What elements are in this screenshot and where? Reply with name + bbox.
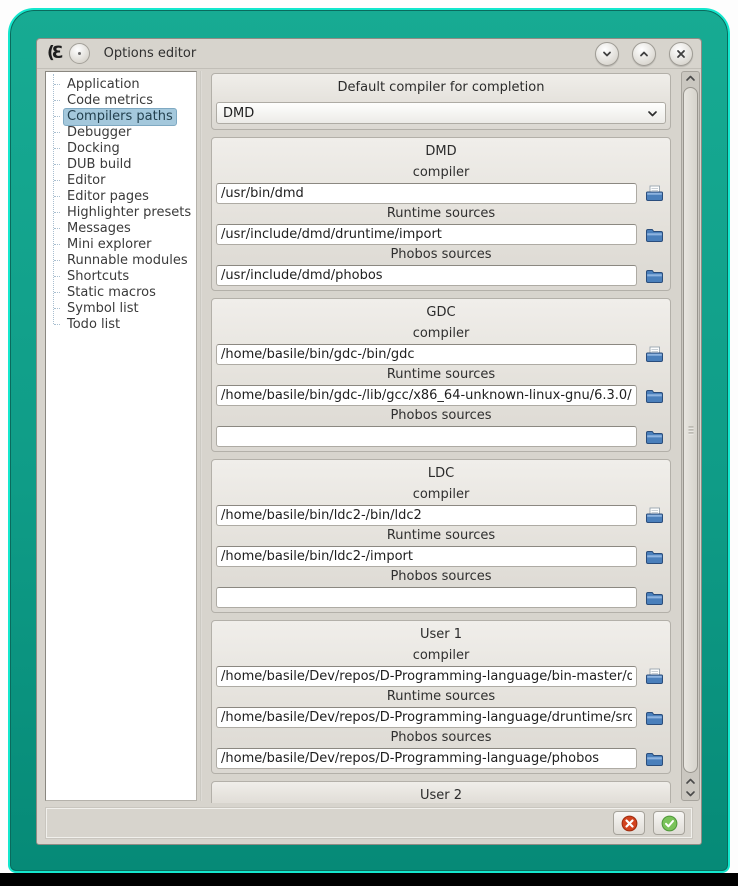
browse-button[interactable] <box>642 666 666 687</box>
categories-tree <box>46 72 196 332</box>
titlebar[interactable] <box>37 39 701 69</box>
sidebar-item-label: Debugger <box>67 125 132 140</box>
sidebar-item-static-macros[interactable] <box>46 284 196 300</box>
open-file-icon <box>645 346 664 363</box>
open-file-icon <box>645 507 664 524</box>
path-field <box>215 164 667 205</box>
folder-icon <box>645 710 664 726</box>
sidebar-item-label: Messages <box>67 221 131 236</box>
scrollbar-grip-icon <box>688 427 693 434</box>
window-menu-button[interactable] <box>69 43 90 64</box>
folder-icon <box>645 268 664 284</box>
browse-button[interactable] <box>642 265 666 286</box>
folder-icon <box>645 429 664 445</box>
sidebar-item-dub-build[interactable] <box>46 156 196 172</box>
path-field-label: compiler <box>412 487 470 502</box>
path-field-label: compiler <box>412 648 470 663</box>
path-field-label: Runtime sources <box>386 689 496 704</box>
vertical-scrollbar[interactable] <box>681 71 700 801</box>
path-field-label: Phobos sources <box>390 247 492 262</box>
compiler-path-input[interactable] <box>216 666 637 687</box>
path-field-label: Runtime sources <box>386 206 496 221</box>
folder-icon <box>645 388 664 404</box>
sidebar-item-todo-list[interactable] <box>46 316 196 332</box>
compilers-paths-panel <box>207 69 701 803</box>
sidebar-item-label: Mini explorer <box>67 237 152 252</box>
sidebar-item-compilers-paths[interactable] <box>46 108 196 124</box>
sidebar-item-runnable-modules[interactable] <box>46 252 196 268</box>
path-field-label: compiler <box>412 326 470 341</box>
sidebar-item-docking[interactable] <box>46 140 196 156</box>
phobos-path-input[interactable] <box>216 426 637 447</box>
browse-button[interactable] <box>642 546 666 567</box>
sidebar-item-editor[interactable] <box>46 172 196 188</box>
chevron-up-icon <box>638 48 650 60</box>
compiler-path-input[interactable] <box>216 505 637 526</box>
path-field-label: Runtime sources <box>386 367 496 382</box>
sidebar-item-label: Editor <box>67 173 106 188</box>
compiler-group-title: GDC <box>426 305 456 320</box>
folder-icon <box>645 549 664 565</box>
chevron-down-icon <box>685 789 696 798</box>
path-field <box>215 729 667 770</box>
chevron-up-icon <box>685 777 696 786</box>
chevron-down-icon <box>601 48 613 60</box>
path-field-label: compiler <box>412 165 470 180</box>
compiler-group-gdc <box>211 298 671 452</box>
path-field-label: Phobos sources <box>390 569 492 584</box>
scrollbar-thumb[interactable] <box>683 87 698 773</box>
scroll-up-button[interactable] <box>682 72 699 85</box>
categories-sidebar <box>45 71 197 801</box>
browse-button[interactable] <box>642 707 666 728</box>
sidebar-item-application[interactable] <box>46 76 196 92</box>
cancel-icon <box>621 815 638 832</box>
compiler-group-title: LDC <box>427 466 455 481</box>
path-field-label: Phobos sources <box>390 408 492 423</box>
default-compiler-title: Default compiler for completion <box>337 80 545 95</box>
path-field <box>215 527 667 568</box>
compiler-path-input[interactable] <box>216 183 637 204</box>
compiler-group-user-2 <box>211 781 671 803</box>
accept-button[interactable] <box>653 811 685 835</box>
path-field <box>215 568 667 609</box>
sidebar-item-label: Docking <box>67 141 120 156</box>
path-field <box>215 688 667 729</box>
sidebar-item-label: Symbol list <box>67 301 139 316</box>
minimize-button[interactable] <box>595 42 619 66</box>
sidebar-item-label: Editor pages <box>67 189 149 204</box>
phobos-path-input[interactable] <box>216 748 637 769</box>
close-button[interactable] <box>669 42 693 66</box>
browse-button[interactable] <box>642 224 666 245</box>
chevron-up-icon <box>685 74 696 83</box>
open-file-icon <box>645 668 664 685</box>
runtime-path-input[interactable] <box>216 546 637 567</box>
path-field <box>215 407 667 448</box>
path-field <box>215 647 667 688</box>
sidebar-item-label: Code metrics <box>67 93 154 108</box>
browse-button[interactable] <box>642 505 666 526</box>
sidebar-item-label: Highlighter presets <box>67 205 192 220</box>
browse-button[interactable] <box>642 385 666 406</box>
runtime-path-input[interactable] <box>216 224 637 245</box>
path-field <box>215 205 667 246</box>
path-field-label: Runtime sources <box>386 528 496 543</box>
browse-button[interactable] <box>642 183 666 204</box>
menu-dot-icon <box>78 52 81 55</box>
compiler-group-title: User 1 <box>419 627 463 642</box>
sidebar-item-editor-pages[interactable] <box>46 188 196 204</box>
runtime-path-input[interactable] <box>216 707 637 728</box>
path-field <box>215 366 667 407</box>
sidebar-item-mini-explorer[interactable] <box>46 236 196 252</box>
chevron-down-icon <box>646 107 659 120</box>
path-field <box>215 246 667 287</box>
browse-button[interactable] <box>642 426 666 447</box>
app-logo-icon: (Ɛ <box>47 43 61 63</box>
sidebar-item-highlighter-presets[interactable] <box>46 204 196 220</box>
sidebar-item-label: Compilers paths <box>63 108 177 126</box>
sidebar-splitter[interactable] <box>200 71 202 801</box>
browse-button[interactable] <box>642 587 666 608</box>
combobox-value: DMD <box>223 105 255 121</box>
sidebar-item-label: Runnable modules <box>67 253 188 268</box>
maximize-button[interactable] <box>632 42 656 66</box>
folder-icon <box>645 227 664 243</box>
phobos-path-input[interactable] <box>216 587 637 608</box>
compiler-path-input[interactable] <box>216 344 637 365</box>
path-field-label: Phobos sources <box>390 730 492 745</box>
desktop-backdrop <box>0 873 738 886</box>
compiler-group-user-1 <box>211 620 671 774</box>
sidebar-item-code-metrics[interactable] <box>46 92 196 108</box>
sidebar-item-symbol-list[interactable] <box>46 300 196 316</box>
compiler-group-ldc <box>211 459 671 613</box>
default-compiler-combobox[interactable] <box>216 102 666 124</box>
scroll-down-button[interactable] <box>682 787 699 800</box>
sidebar-item-label: Shortcuts <box>67 269 130 284</box>
sidebar-item-label: Todo list <box>67 317 121 332</box>
sidebar-item-debugger[interactable] <box>46 124 196 140</box>
runtime-path-input[interactable] <box>216 385 637 406</box>
default-compiler-group <box>211 73 671 130</box>
accept-icon <box>661 815 678 832</box>
browse-button[interactable] <box>642 344 666 365</box>
browse-button[interactable] <box>642 748 666 769</box>
sidebar-item-messages[interactable] <box>46 220 196 236</box>
path-field <box>215 486 667 527</box>
sidebar-item-label: Static macros <box>67 285 156 300</box>
open-file-icon <box>645 185 664 202</box>
window-title: Options editor <box>103 46 197 61</box>
close-icon <box>675 48 687 60</box>
compiler-group-title: DMD <box>425 144 457 159</box>
phobos-path-input[interactable] <box>216 265 637 286</box>
folder-icon <box>645 751 664 767</box>
statusbar <box>45 807 693 839</box>
sidebar-item-shortcuts[interactable] <box>46 268 196 284</box>
folder-icon <box>645 590 664 606</box>
sidebar-item-label: Application <box>67 77 140 92</box>
compiler-group-title: User 2 <box>419 788 463 803</box>
compiler-group-dmd <box>211 137 671 291</box>
options-editor-window <box>36 38 702 845</box>
path-field <box>215 325 667 366</box>
cancel-button[interactable] <box>613 811 645 835</box>
sidebar-item-label: DUB build <box>67 157 132 172</box>
